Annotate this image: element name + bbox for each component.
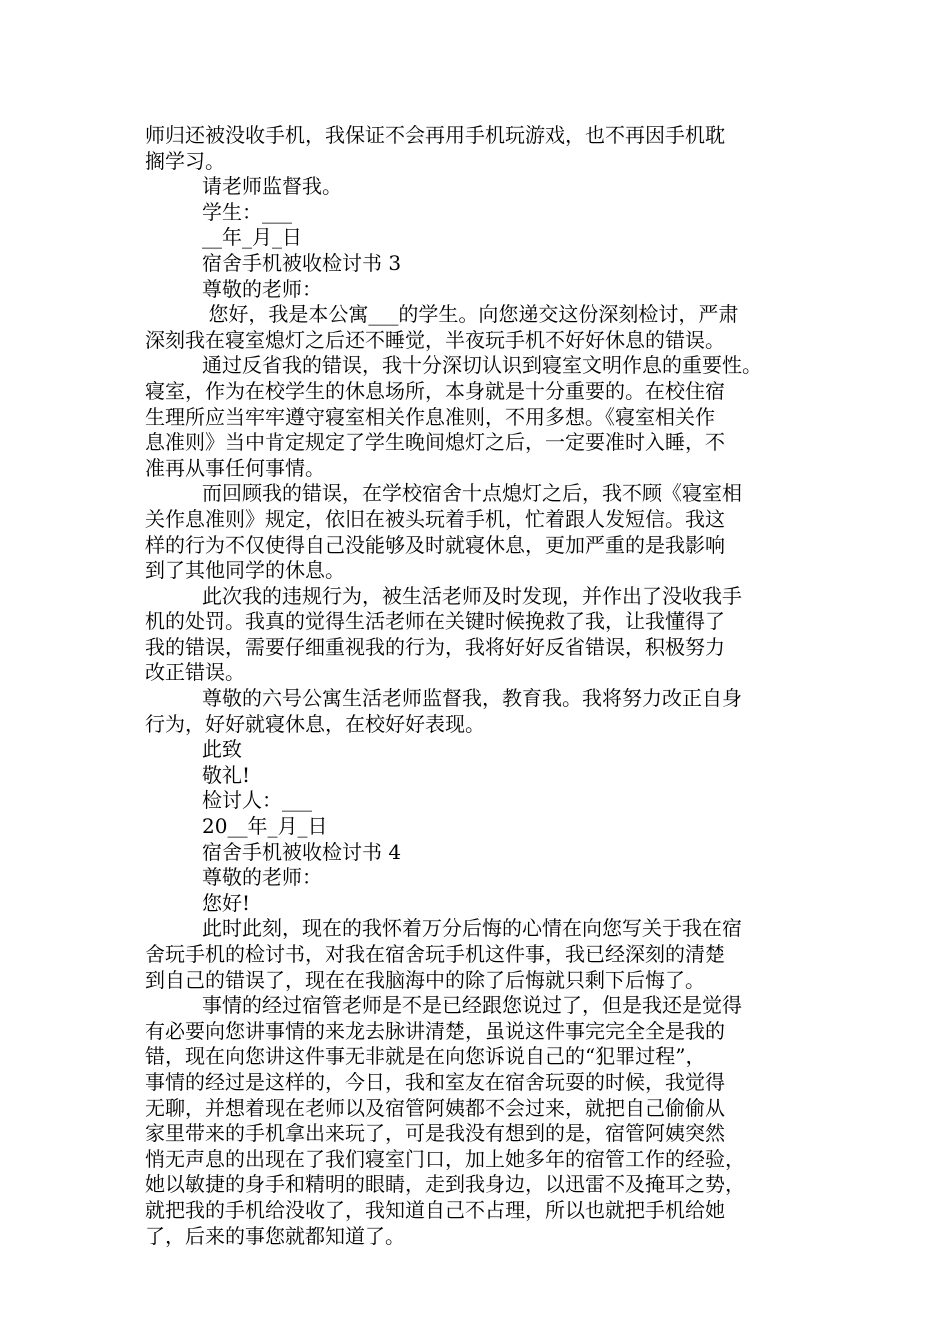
text-line: 事情的经过是这样的，今日，我和室友在宿舍玩耍的时候，我觉得 — [145, 1069, 725, 1094]
text-line: 而回顾我的错误，在学校宿舍十点熄灯之后，我不顾《寝室相 — [202, 481, 742, 506]
date-line: __年_月_日 — [202, 225, 302, 250]
text-line: 准再从事任何事情。 — [145, 455, 325, 480]
text-line: 尊敬的六号公寓生活老师监督我，教育我。我将努力改正自身 — [202, 686, 742, 711]
text-line: 错，现在向您讲这件事无非就是在向您诉说自己的“犯罪过程”， — [145, 1044, 706, 1069]
signature-student: 学生：___ — [202, 199, 292, 224]
text-line: 我的错误，需要仔细重视我的行为，我将好好反省错误，积极努力 — [145, 634, 725, 659]
text-line: 搁学习。 — [145, 148, 225, 173]
text-line: 样的行为不仅使得自己没能够及时就寝休息，更加严重的是我影响 — [145, 532, 725, 557]
text-line: 行为，好好就寝休息，在校好好表现。 — [145, 711, 485, 736]
text-line: 到自己的错误了，现在在我脑海中的除了后悔就只剩下后悔了。 — [145, 967, 705, 992]
text-line: 有必要向您讲事情的来龙去脉讲清楚，虽说这件事完完全全是我的 — [145, 1018, 725, 1043]
text-line: 无聊，并想着现在老师以及宿管阿姨都不会过来，就把自己偷偷从 — [145, 1095, 725, 1120]
text-line: 事情的经过宿管老师是不是已经跟您说过了，但是我还是觉得 — [202, 993, 742, 1018]
text-line: 此次我的违规行为，被生活老师及时发现，并作出了没收我手 — [202, 583, 742, 608]
text-line: 此时此刻，现在的我怀着万分后悔的心情在向您写关于我在宿 — [202, 916, 742, 941]
text-line: 舍玩手机的检讨书，对我在宿舍玩手机这件事，我已经深刻的清楚 — [145, 942, 725, 966]
document-page — [145, 123, 812, 1249]
salutation: 尊敬的老师： — [202, 276, 322, 301]
text-line: 改正错误。 — [145, 660, 245, 685]
text-line: 关作息准则》规定，依旧在被头玩着手机，忙着跟人发短信。我这 — [145, 506, 725, 531]
text-line: 她以敏捷的身手和精明的眼睛，走到我身边，以迅雷不及掩耳之势， — [145, 1172, 745, 1197]
text-line: 到了其他同学的休息。 — [145, 558, 345, 583]
section-title: 宿舍手机被收检讨书 4 — [202, 839, 402, 864]
text-line: 息准则》当中肯定规定了学生晚间熄灯之后，一定要准时入睡，不 — [145, 430, 725, 455]
text-line: 师归还被没收手机，我保证不会再用手机玩游戏，也不再因手机耽 — [145, 123, 725, 147]
closing: 敬礼! — [202, 762, 251, 787]
closing: 此致 — [202, 737, 242, 762]
section-title: 宿舍手机被收检讨书 3 — [202, 250, 402, 275]
text-line: 通过反省我的错误，我十分深切认识到寝室文明作息的重要性。 — [202, 353, 762, 378]
text-line: 悄无声息的出现在了我们寝室门口，加上她多年的宿管工作的经验， — [145, 1146, 745, 1171]
text-line: 生理所应当牢牢遵守寝室相关作息准则，不用多想。《寝室相关作 — [145, 404, 715, 429]
signature-author: 检讨人：___ — [202, 788, 312, 813]
text-line: 机的处罚。我真的觉得生活老师在关键时候挽救了我，让我懂得了 — [145, 609, 725, 634]
text-line: 您好，我是本公寓___的学生。向您递交这份深刻检讨，严肃 — [202, 302, 739, 327]
text-line: 了，后来的事您就都知道了。 — [145, 1223, 405, 1248]
text-line: 请老师监督我。 — [202, 174, 342, 199]
greeting: 您好! — [202, 890, 251, 915]
text-line: 就把我的手机给没收了，我知道自己不占理，所以也就把手机给她 — [145, 1197, 725, 1222]
text-line: 家里带来的手机拿出来玩了，可是我没有想到的是，宿管阿姨突然 — [145, 1121, 725, 1146]
text-line: 深刻我在寝室熄灯之后还不睡觉，半夜玩手机不好好休息的错误。 — [145, 327, 725, 352]
date-line: 20__年_月_日 — [202, 814, 328, 839]
text-line: 寝室，作为在校学生的休息场所，本身就是十分重要的。在校住宿 — [145, 378, 725, 403]
salutation: 尊敬的老师： — [202, 865, 322, 890]
